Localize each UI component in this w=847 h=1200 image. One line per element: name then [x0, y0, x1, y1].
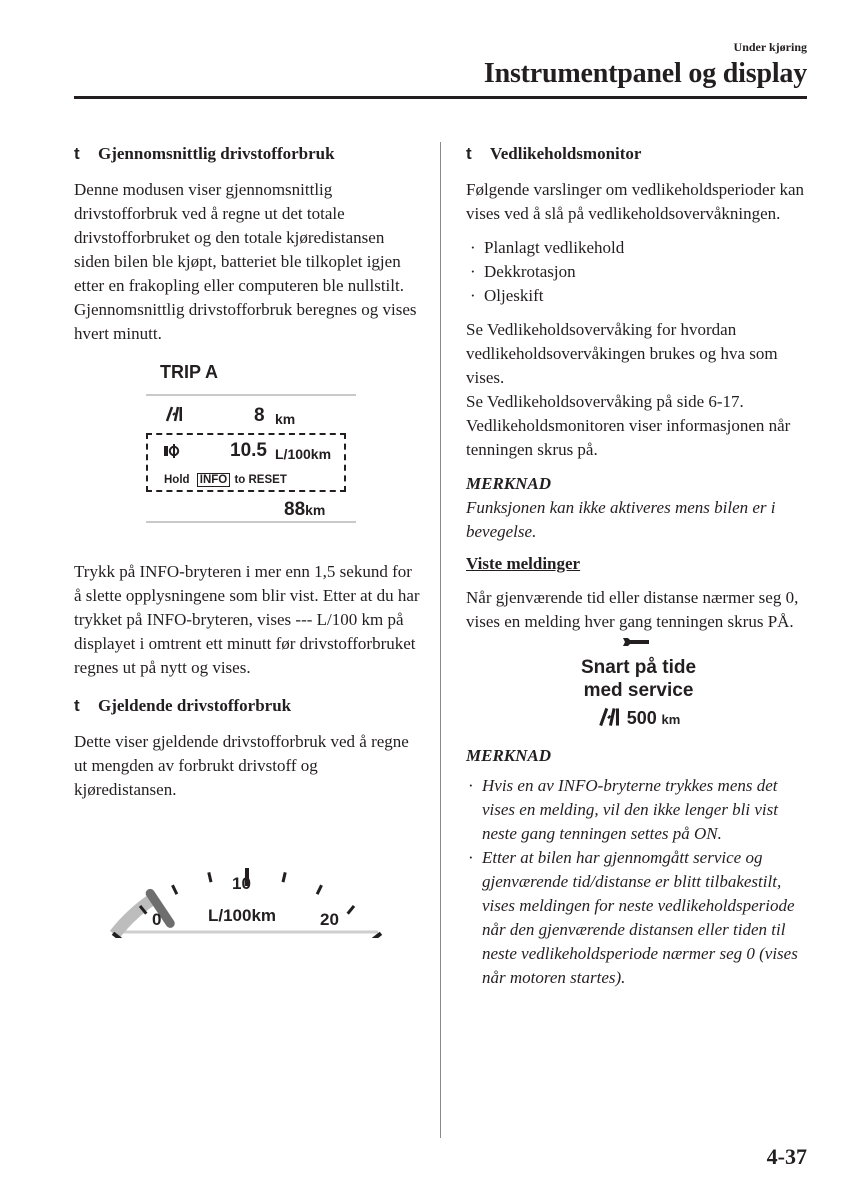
service-line-2: med service	[583, 680, 694, 701]
section-label: Under kjøring	[733, 40, 807, 54]
fuel-range-icon	[164, 405, 182, 423]
trip-display-figure	[74, 360, 420, 550]
page-title: Instrumentpanel og display	[483, 58, 807, 89]
left-column	[74, 142, 420, 938]
heading-current-fuel	[74, 694, 420, 718]
fuel-pump-icon	[164, 443, 180, 459]
odo-unit: km	[305, 502, 326, 518]
right-column	[466, 142, 811, 990]
avg-fuel-body: Denne modusen viser gjennomsnittlig drivstofforbruk ved å regne ut det totale drivstofforbruket og den totale kjøredistansen siden bilen ble kjøpt, batteriet ble tilkoplet igjen etter en frakopling eller computeren ble nullstilt. Gjennomsnittlig drivstofforbruk beregnes og vises hvert minutt.	[74, 180, 417, 343]
gauge-tick	[317, 885, 321, 894]
trip-title: TRIP A	[160, 362, 219, 382]
reset-dashed-frame	[146, 433, 346, 492]
gauge-min-label: 0	[152, 910, 162, 929]
info-key-box: INFO	[197, 473, 230, 487]
display-rule	[146, 394, 356, 396]
service-line-1: Snart på tide	[580, 657, 697, 678]
gauge-tick	[283, 872, 285, 882]
list-item: · Dekkrotasjon	[470, 262, 576, 281]
monitor-para-1: Se Vedlikeholdsovervåking for hvordan vedlikeholdsovervåkingen brukes og hva som vises.	[466, 320, 778, 387]
gauge-mid-label: 10	[232, 874, 251, 893]
monitor-intro: Følgende varslinger om vedlikeholdsperioder kan vises ved å slå på vedlikeholdsovervåkningen.	[466, 180, 805, 223]
gauge-fill-band	[115, 898, 154, 934]
gauge-tick	[348, 906, 354, 914]
heading-text: Gjeldende drivstofforbruk	[98, 696, 292, 715]
column-divider	[440, 142, 441, 1138]
odo-value: 88	[284, 499, 306, 520]
messages-text: Når gjenværende tid eller distanse nærmer seg 0, vises en melding hver gang tenningen skrus PÅ.	[466, 588, 799, 631]
reset-text: to RESET	[234, 474, 287, 486]
gauge-tick	[367, 933, 381, 938]
note-title: MERKNAD	[466, 746, 552, 765]
display-rule-bottom	[146, 521, 356, 523]
heading-marker: t	[74, 696, 80, 715]
service-unit: km	[661, 712, 681, 727]
monitor-para-2: Se Vedlikeholdsovervåking på side 6-17.	[466, 392, 744, 411]
header-rule	[74, 96, 807, 99]
service-message-figure	[466, 636, 811, 736]
heading-marker: t	[74, 144, 80, 163]
monitor-para-3: Vedlikeholdsmonitoren viser informasjonen når tenningen skrus på.	[466, 416, 791, 459]
monitor-bullets	[466, 236, 811, 308]
service-distance	[466, 706, 811, 732]
messages-heading: Viste meldinger	[466, 554, 581, 573]
gauge-max-label: 20	[320, 910, 339, 929]
service-value: 500	[626, 708, 657, 728]
note-title: MERKNAD	[466, 474, 552, 493]
list-item: · Planlagt vedlikehold	[470, 238, 625, 257]
wrench-icon	[621, 636, 651, 648]
note-bullet: · Hvis en av INFO-bryterne trykkes mens det vises en melding, vil den ikke lenger bli vist neste gang tenningen settes på ON.	[468, 776, 778, 843]
list-item: · Oljeskift	[470, 286, 544, 305]
reset-hint	[164, 468, 287, 492]
heading-text: Gjennomsnittlig drivstofforbruk	[98, 144, 335, 163]
avg-unit: L/100km	[275, 446, 332, 462]
avg-value: 10.5	[230, 440, 267, 461]
note-text: Funksjonen kan ikke aktiveres mens bilen er i bevegelse.	[466, 498, 776, 541]
page-number: 4-37	[766, 1144, 807, 1169]
range-unit: km	[275, 411, 296, 427]
heading-maintenance-monitor	[466, 142, 811, 166]
gauge-unit-label: L/100km	[208, 906, 277, 925]
gauge-tick	[172, 885, 176, 894]
note-bullet: · Etter at bilen har gjennomgått service og gjenværende tid/distanse er blitt tilbakestilt, vises meldingen for neste vedlikeholdsperiode når den gjenværende distansen eller tiden til neste vedlikeholdsperiode nærmer seg 0 (vises når motoren startes).	[468, 848, 798, 987]
fuel-gauge-figure	[74, 828, 420, 938]
heading-avg-fuel	[74, 142, 420, 166]
hold-text: Hold	[164, 474, 190, 486]
odometer	[284, 498, 325, 522]
avg-fuel-reset-text: Trykk på INFO-bryteren i mer enn 1,5 sekund for å slette opplysningene som blir vist. Etter at du har trykket på INFO-bryteren, vises --- L/100 km på displayet i omtrent ett minutt før drivstofforbruket regnes ut på nytt og vises.	[74, 562, 420, 677]
heading-text: Vedlikeholdsmonitor	[490, 144, 642, 163]
gauge-tick	[209, 872, 211, 882]
range-value: 8	[254, 405, 265, 426]
current-fuel-body: Dette viser gjeldende drivstofforbruk ved å regne ut mengden av forbrukt drivstoff og kjøredistansen.	[74, 732, 409, 799]
heading-marker: t	[466, 144, 472, 163]
fuel-range-icon	[597, 706, 619, 728]
